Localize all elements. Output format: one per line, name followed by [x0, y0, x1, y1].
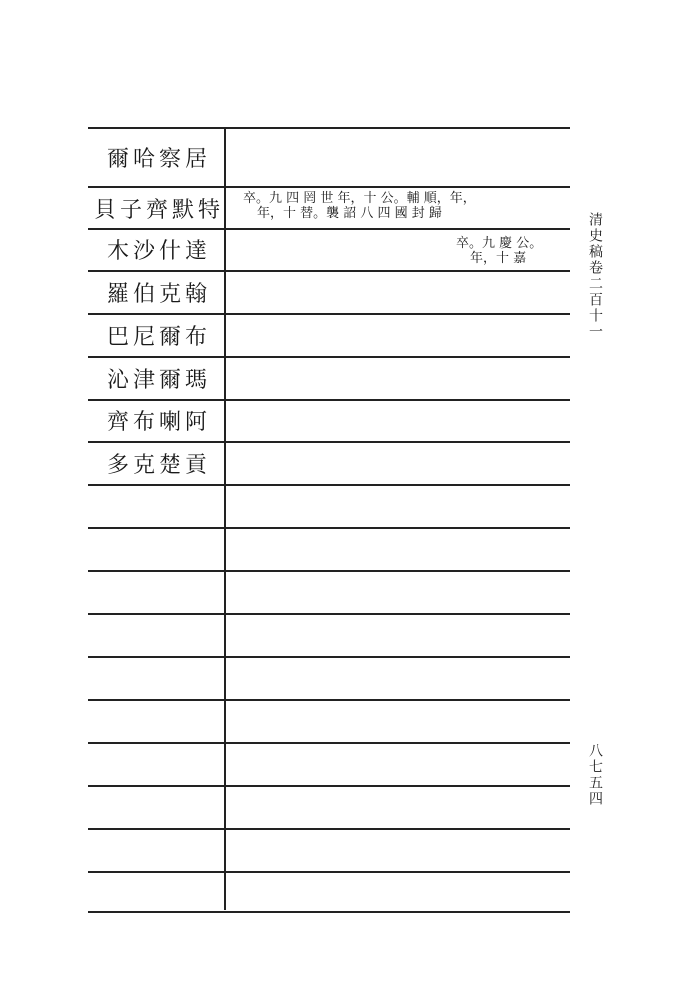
row1-notes-line2: 年，十 替。襲 詔 八 四 國 封 歸	[257, 206, 442, 221]
row2-notes-line1: 卒。九 慶 公。	[456, 236, 543, 251]
row-rule	[88, 656, 570, 658]
name-cell: 爾哈察居	[106, 146, 211, 172]
table-top-rule	[88, 127, 570, 129]
name-cell: 羅伯克翰	[106, 281, 211, 307]
row1-notes-line1: 卒。九 四 罔 世 年，十 公。輔 順，年，	[243, 191, 476, 206]
name-cell: 木沙什達	[106, 238, 211, 264]
name-cell: 沁津爾瑪	[106, 367, 211, 393]
row2-notes-line2: 年，十 嘉	[470, 251, 527, 266]
row-rule	[88, 828, 570, 830]
row-rule	[88, 527, 570, 529]
row-rule	[88, 785, 570, 787]
row2-notes	[456, 236, 542, 266]
row-rule	[88, 484, 570, 486]
name-cell: 貝子齊默特	[93, 197, 224, 223]
table-bottom-rule	[88, 911, 570, 913]
row1-notes	[243, 191, 476, 221]
row-rule	[88, 742, 570, 744]
name-cell: 多克楚貢	[106, 452, 211, 478]
row-rule	[88, 871, 570, 873]
row-rule	[88, 613, 570, 615]
name-cell: 巴尼爾布	[106, 324, 211, 350]
row-rule	[88, 570, 570, 572]
name-cell: 齊布喇阿	[106, 409, 211, 435]
page-number: 八七五四	[587, 743, 603, 807]
row-rule	[88, 699, 570, 701]
running-title: 清史稿卷二百十一	[587, 212, 603, 340]
